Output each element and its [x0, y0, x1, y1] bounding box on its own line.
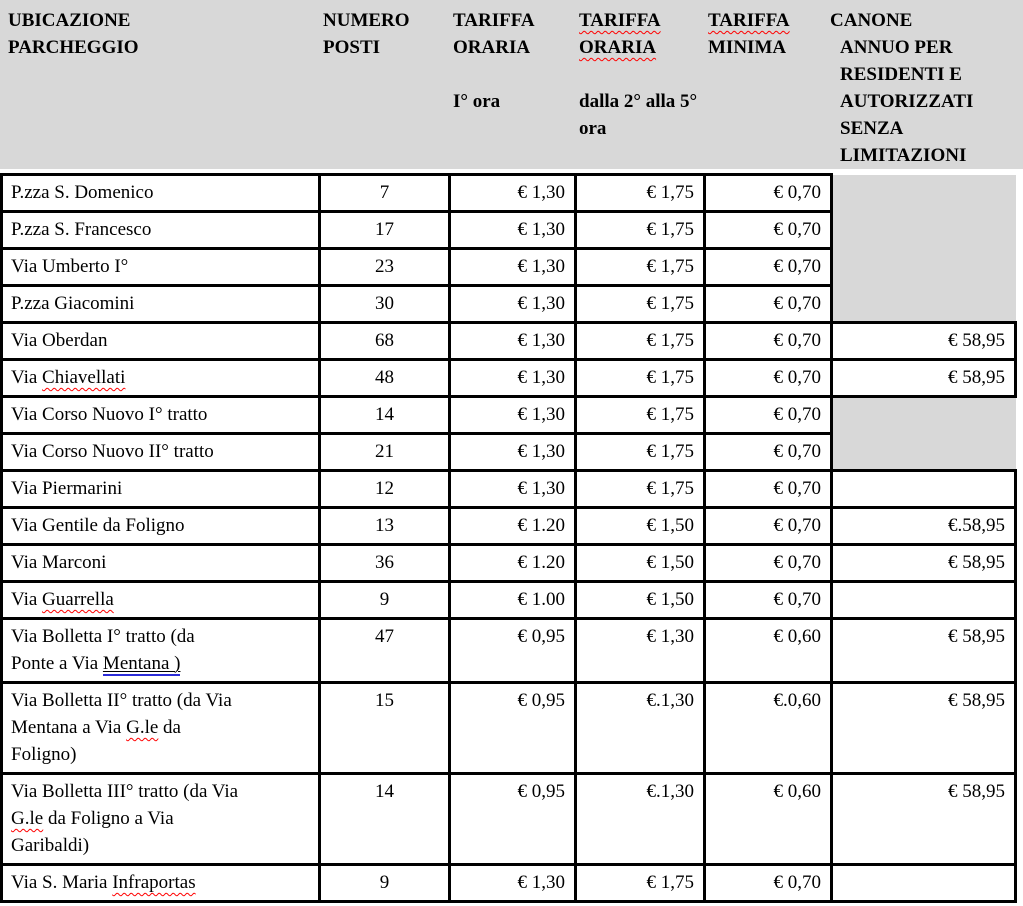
location-line: Via Bolletta III° tratto (da Via [11, 781, 239, 802]
cell-numero-posti: 17 [320, 212, 450, 249]
location-line: Via Chiavellati [11, 367, 126, 388]
cell-tariffa-oraria-prima-ora: € 1.00 [450, 582, 576, 619]
cell-canone-annuo: € 58,95 [832, 323, 1016, 360]
location-line: Via Bolletta I° tratto (da [11, 626, 195, 647]
location-line: P.zza Giacomini [11, 293, 135, 314]
location-line: Garibaldi) [11, 835, 90, 856]
cell-canone-annuo [832, 865, 1016, 902]
cell-ubicazione-parcheggio [2, 323, 320, 360]
cell-numero-posti: 9 [320, 865, 450, 902]
cell-tariffa-minima: € 0,70 [705, 249, 832, 286]
table-row [2, 471, 1016, 508]
header-line: SENZA [840, 118, 904, 139]
location-line: Via Gentile da Foligno [11, 515, 185, 536]
header-line: ANNUO PER [840, 37, 953, 58]
header-tariffa-minima [703, 0, 830, 169]
table-row [2, 508, 1016, 545]
header-tariffa-oraria-prima-ora [448, 0, 574, 169]
spelling-error-mark: Chiavellati [42, 367, 126, 388]
header-line: AUTORIZZATI [840, 91, 974, 112]
location-line: P.zza S. Francesco [11, 219, 152, 240]
header-line: TARIFFA [708, 10, 790, 31]
cell-tariffa-oraria-prima-ora: € 1,30 [450, 471, 576, 508]
cell-tariffa-oraria-prima-ora: € 0,95 [450, 774, 576, 865]
cell-tariffa-oraria-prima-ora: € 1,30 [450, 397, 576, 434]
table-row [2, 774, 1016, 865]
spelling-error-mark: G.le [126, 717, 159, 738]
grammar-error-mark: Mentana ) [102, 653, 181, 674]
table-row [2, 545, 1016, 582]
header-line: MINIMA [708, 37, 787, 58]
cell-numero-posti: 9 [320, 582, 450, 619]
cell-canone-annuo [832, 212, 1016, 249]
cell-tariffa-minima: € 0,70 [705, 434, 832, 471]
header-tariffa-oraria-2-5 [574, 0, 703, 169]
cell-tariffa-oraria-2-5: € 1,75 [576, 865, 705, 902]
spelling-error-mark: Infraportas [112, 872, 196, 893]
header-line: ORARIA [453, 37, 531, 58]
cell-tariffa-minima: € 0,60 [705, 774, 832, 865]
cell-tariffa-minima: € 0,60 [705, 619, 832, 683]
cell-ubicazione-parcheggio [2, 360, 320, 397]
cell-ubicazione-parcheggio [2, 471, 320, 508]
header-line: PARCHEGGIO [8, 37, 139, 58]
cell-numero-posti: 47 [320, 619, 450, 683]
cell-ubicazione-parcheggio [2, 683, 320, 774]
cell-ubicazione-parcheggio [2, 175, 320, 212]
cell-canone-annuo [832, 249, 1016, 286]
cell-numero-posti: 13 [320, 508, 450, 545]
cell-tariffa-minima: €.0,60 [705, 683, 832, 774]
cell-tariffa-oraria-prima-ora: € 1,30 [450, 286, 576, 323]
cell-tariffa-minima: € 0,70 [705, 471, 832, 508]
cell-tariffa-oraria-2-5: € 1,75 [576, 323, 705, 360]
location-line: Ponte a Via Mentana ) [11, 653, 181, 674]
location-line: Via Guarrella [11, 589, 114, 610]
cell-tariffa-oraria-prima-ora: € 0,95 [450, 619, 576, 683]
location-line: P.zza S. Domenico [11, 182, 154, 203]
cell-tariffa-oraria-2-5: € 1,30 [576, 619, 705, 683]
cell-tariffa-oraria-2-5: € 1,75 [576, 286, 705, 323]
cell-tariffa-minima: € 0,70 [705, 865, 832, 902]
cell-numero-posti: 12 [320, 471, 450, 508]
cell-ubicazione-parcheggio [2, 286, 320, 323]
cell-tariffa-oraria-prima-ora: € 0,95 [450, 683, 576, 774]
location-line: Via Bolletta II° tratto (da Via [11, 690, 232, 711]
cell-tariffa-minima: € 0,70 [705, 582, 832, 619]
cell-tariffa-oraria-2-5: € 1,75 [576, 434, 705, 471]
spelling-error-mark: G.le [11, 808, 44, 829]
cell-canone-annuo [832, 175, 1016, 212]
cell-tariffa-oraria-2-5: € 1,50 [576, 582, 705, 619]
cell-tariffa-oraria-prima-ora: € 1.20 [450, 508, 576, 545]
header-line: POSTI [323, 37, 381, 58]
cell-ubicazione-parcheggio [2, 434, 320, 471]
cell-tariffa-minima: € 0,70 [705, 323, 832, 360]
cell-tariffa-minima: € 0,70 [705, 175, 832, 212]
cell-tariffa-oraria-prima-ora: € 1,30 [450, 175, 576, 212]
cell-ubicazione-parcheggio [2, 774, 320, 865]
table-row [2, 397, 1016, 434]
location-line: Via S. Maria Infraportas [11, 872, 196, 893]
header-line: LIMITAZIONI [840, 145, 967, 166]
cell-tariffa-minima: € 0,70 [705, 360, 832, 397]
header-ubicazione-parcheggio [0, 0, 318, 169]
cell-canone-annuo: € 58,95 [832, 619, 1016, 683]
cell-canone-annuo: € 58,95 [832, 683, 1016, 774]
cell-numero-posti: 23 [320, 249, 450, 286]
cell-canone-annuo [832, 582, 1016, 619]
header-line: NUMERO [323, 10, 410, 31]
header-numero-posti [318, 0, 448, 169]
table-row [2, 286, 1016, 323]
location-line: Foligno) [11, 744, 77, 765]
cell-tariffa-oraria-prima-ora: € 1,30 [450, 434, 576, 471]
cell-tariffa-oraria-2-5: €.1,30 [576, 683, 705, 774]
table-row [2, 212, 1016, 249]
header-subtitle: I° ora [453, 91, 501, 112]
table-row [2, 582, 1016, 619]
cell-tariffa-oraria-prima-ora: € 1,30 [450, 249, 576, 286]
cell-canone-annuo: € 58,95 [832, 545, 1016, 582]
cell-ubicazione-parcheggio [2, 397, 320, 434]
table-row [2, 619, 1016, 683]
location-line: Via Marconi [11, 552, 107, 573]
header-line: TARIFFA [453, 10, 535, 31]
cell-numero-posti: 21 [320, 434, 450, 471]
header-subtitle: dalla 2° alla 5° ora [579, 91, 698, 139]
cell-tariffa-oraria-prima-ora: € 1,30 [450, 360, 576, 397]
cell-numero-posti: 36 [320, 545, 450, 582]
cell-tariffa-minima: € 0,70 [705, 286, 832, 323]
cell-ubicazione-parcheggio [2, 865, 320, 902]
cell-tariffa-oraria-2-5: € 1,75 [576, 471, 705, 508]
table-row [2, 865, 1016, 902]
cell-tariffa-oraria-prima-ora: € 1.20 [450, 545, 576, 582]
header-canone-annuo [830, 0, 1023, 169]
cell-canone-annuo: €.58,95 [832, 508, 1016, 545]
location-line: Via Umberto I° [11, 256, 129, 277]
location-line: Via Corso Nuovo II° tratto [11, 441, 214, 462]
cell-tariffa-oraria-2-5: €.1,30 [576, 774, 705, 865]
cell-tariffa-oraria-2-5: € 1,75 [576, 249, 705, 286]
cell-tariffa-oraria-2-5: € 1,75 [576, 212, 705, 249]
header-line: ORARIA [579, 37, 657, 58]
header-line: CANONE [830, 10, 913, 31]
parking-tariffs-table [0, 173, 1017, 903]
cell-tariffa-oraria-2-5: € 1,75 [576, 360, 705, 397]
cell-canone-annuo [832, 471, 1016, 508]
cell-numero-posti: 48 [320, 360, 450, 397]
cell-tariffa-oraria-2-5: € 1,50 [576, 508, 705, 545]
location-line: G.le da Foligno a Via [11, 808, 174, 829]
cell-tariffa-minima: € 0,70 [705, 212, 832, 249]
cell-tariffa-oraria-prima-ora: € 1,30 [450, 212, 576, 249]
cell-ubicazione-parcheggio [2, 545, 320, 582]
cell-tariffa-minima: € 0,70 [705, 545, 832, 582]
location-line: Via Piermarini [11, 478, 123, 499]
cell-numero-posti: 68 [320, 323, 450, 360]
location-line: Via Corso Nuovo I° tratto [11, 404, 208, 425]
cell-numero-posti: 15 [320, 683, 450, 774]
header-line: RESIDENTI E [840, 64, 962, 85]
cell-ubicazione-parcheggio [2, 249, 320, 286]
cell-canone-annuo [832, 397, 1016, 434]
cell-canone-annuo: € 58,95 [832, 360, 1016, 397]
table-row [2, 434, 1016, 471]
cell-canone-annuo [832, 434, 1016, 471]
table-header-row [0, 0, 1023, 169]
location-line: Mentana a Via G.le da [11, 717, 181, 738]
cell-canone-annuo [832, 286, 1016, 323]
header-spacer [579, 61, 701, 88]
cell-ubicazione-parcheggio [2, 582, 320, 619]
cell-tariffa-oraria-prima-ora: € 1,30 [450, 865, 576, 902]
location-line: Via Oberdan [11, 330, 108, 351]
cell-canone-annuo: € 58,95 [832, 774, 1016, 865]
cell-tariffa-oraria-2-5: € 1,75 [576, 175, 705, 212]
cell-numero-posti: 14 [320, 774, 450, 865]
cell-numero-posti: 14 [320, 397, 450, 434]
cell-ubicazione-parcheggio [2, 508, 320, 545]
table-row [2, 249, 1016, 286]
cell-ubicazione-parcheggio [2, 212, 320, 249]
spelling-error-mark: Guarrella [42, 589, 114, 610]
cell-numero-posti: 30 [320, 286, 450, 323]
cell-tariffa-minima: € 0,70 [705, 397, 832, 434]
cell-tariffa-oraria-prima-ora: € 1,30 [450, 323, 576, 360]
table-row [2, 323, 1016, 360]
table-row [2, 683, 1016, 774]
cell-tariffa-oraria-2-5: € 1,50 [576, 545, 705, 582]
cell-numero-posti: 7 [320, 175, 450, 212]
cell-ubicazione-parcheggio [2, 619, 320, 683]
table-row [2, 360, 1016, 397]
cell-tariffa-minima: € 0,70 [705, 508, 832, 545]
header-line: TARIFFA [579, 10, 661, 31]
cell-tariffa-oraria-2-5: € 1,75 [576, 397, 705, 434]
header-spacer [453, 61, 572, 88]
header-line: UBICAZIONE [8, 10, 131, 31]
table-row [2, 175, 1016, 212]
